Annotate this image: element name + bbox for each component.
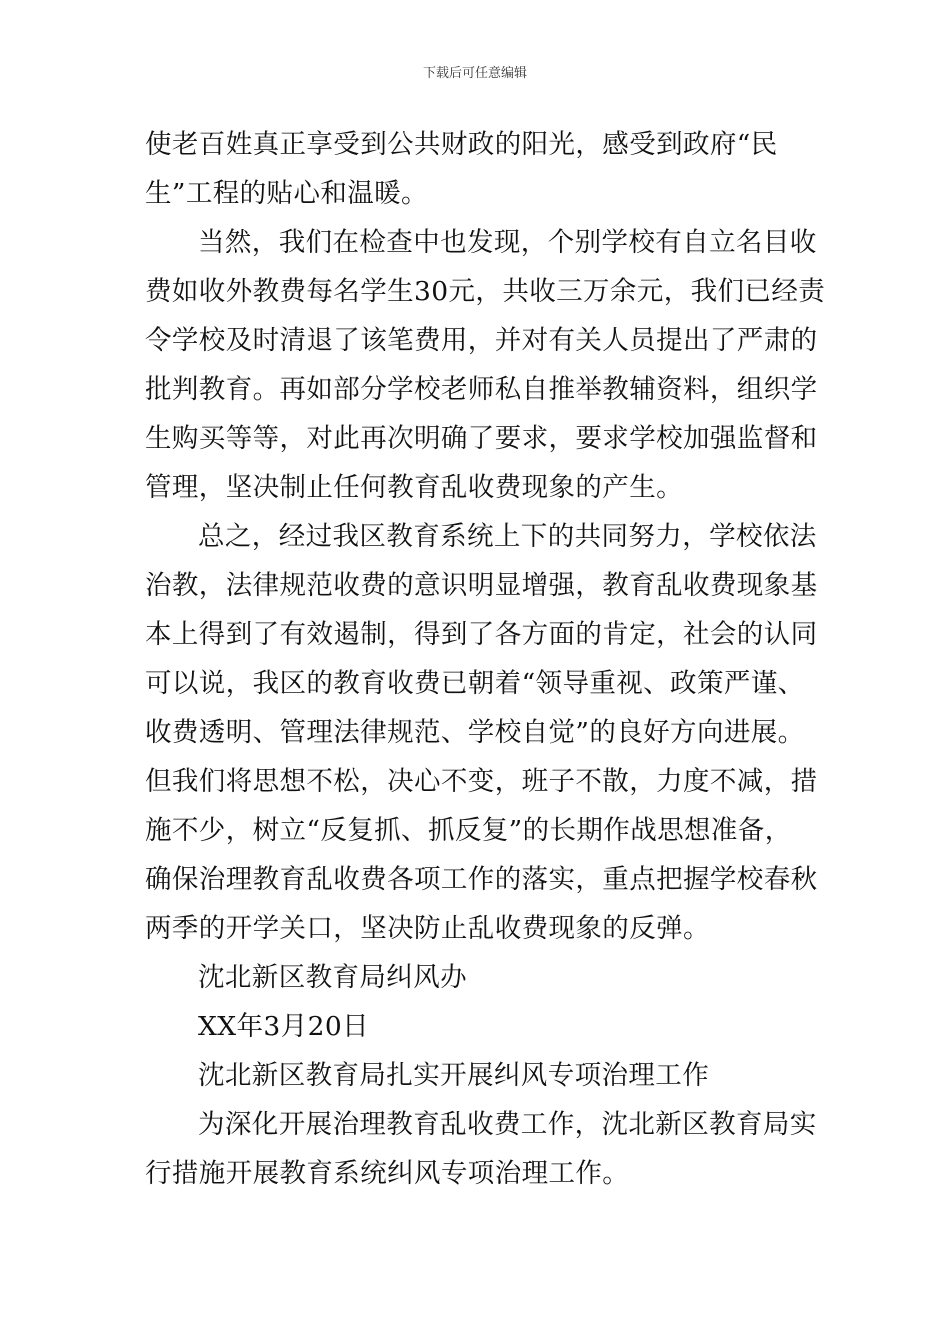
body-line: 收费透明、管理法律规范、学校自觉”的良好方向进展。 [145,717,805,748]
body-line: 治教，法律规范收费的意识明显增强，教育乱收费现象基 [145,570,818,601]
body-line: 但我们将思想不松，决心不变，班子不散，力度不减，措 [145,766,818,797]
body-line: 生”工程的贴心和温暖。 [145,178,428,209]
page-header: 下载后可任意编辑 [422,66,527,81]
signature-office: 沈北新区教育局纠风办 [198,962,467,993]
body-line: 管理，坚决制止任何教育乱收费现象的产生。 [145,472,683,503]
body-line: 两季的开学关口，坚决防止乱收费现象的反弹。 [145,913,710,944]
body-line: 确保治理教育乱收费各项工作的落实，重点把握学校春秋 [145,864,818,895]
body-line: 施不少，树立“反复抓、抓反复”的长期作战思想准备， [145,815,792,846]
body-line: 行措施开展教育系统纠风专项治理工作。 [145,1158,630,1189]
body-line: 当然，我们在检查中也发现，个别学校有自立名目收 [198,227,817,258]
body-line: 为深化开展治理教育乱收费工作，沈北新区教育局实 [198,1109,817,1140]
body-line: 本上得到了有效遏制，得到了各方面的肯定，社会的认同 [145,619,818,650]
body-line: 令学校及时清退了该笔费用，并对有关人员提出了严肃的 [145,325,818,356]
section-title: 沈北新区教育局扎实开展纠风专项治理工作 [198,1060,710,1091]
body-line: 可以说，我区的教育收费已朝着“领导重视、政策严谨、 [145,668,805,699]
body-line: 批判教育。再如部分学校老师私自推举教辅资料，组织学 [145,374,818,405]
signature-date: XX年3月20日 [198,1011,370,1042]
body-line: 使老百姓真正享受到公共财政的阳光，感受到政府“民 [145,129,778,160]
body-line: 生购买等等，对此再次明确了要求，要求学校加强监督和 [145,423,818,454]
body-line: 总之，经过我区教育系统上下的共同努力，学校依法 [198,521,817,552]
body-line: 费如收外教费每名学生30元，共收三万余元，我们已经责 [145,276,826,307]
document-body [145,120,826,1198]
